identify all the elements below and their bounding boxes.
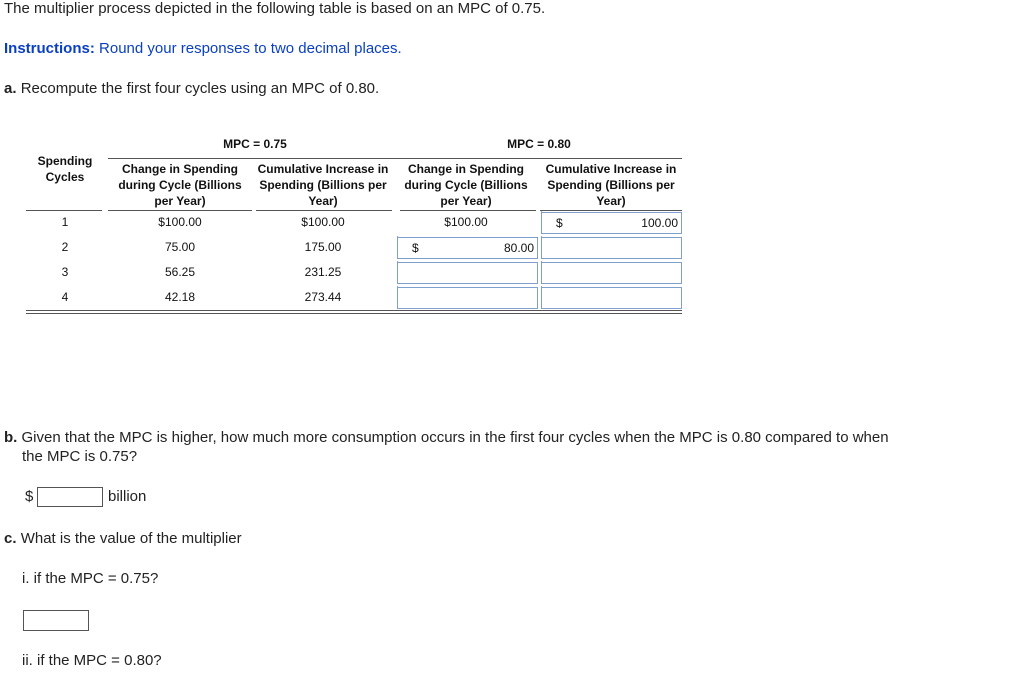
row2-change-080-dollar: $ [412, 241, 419, 255]
table-bottom-rule-1 [26, 310, 682, 311]
row1-cum-080-dollar: $ [556, 216, 563, 230]
row3-cycle: 3 [61, 265, 69, 279]
header-rule-top [108, 158, 682, 159]
part-b-text-line1: Given that the MPC is higher, how much more consumption occurs in the first four cycles when the MPC is 0.80 compared to when [21, 429, 889, 446]
row1-change-080: $100.00 [444, 215, 488, 229]
part-b-answer-input[interactable] [37, 487, 103, 507]
part-c-i-answer-input[interactable] [23, 610, 89, 631]
row2-change-080-input[interactable] [397, 237, 538, 259]
row4-change-080-input[interactable] [397, 287, 538, 309]
row4-cum-075: 273.44 [304, 290, 342, 304]
instructions [4, 40, 402, 57]
header-rule-cum-075 [256, 210, 392, 211]
instructions-label: Instructions: [4, 40, 95, 57]
part-c-letter: c. [4, 530, 17, 547]
part-c-sub-ii: ii. if the MPC = 0.80? [22, 652, 162, 669]
intro-text: The multiplier process depicted in the following table is based on an MPC of 0.75. [4, 0, 546, 17]
row2-change-080-value: 80.00 [503, 241, 534, 255]
row2-change-075: 75.00 [164, 240, 196, 254]
header-rule-change-075 [108, 210, 252, 211]
part-c-text: What is the value of the multiplier [20, 530, 242, 547]
row2-cum-075: 175.00 [304, 240, 342, 254]
row1-change-075: $100.00 [158, 215, 202, 229]
row3-change-080-input[interactable] [397, 262, 538, 284]
row2-cum-080-input[interactable] [541, 237, 682, 259]
part-b-unit: billion [108, 488, 147, 505]
part-b-question [4, 429, 889, 446]
header-rule-change-080 [400, 210, 536, 211]
row3-cum-075: 231.25 [304, 265, 342, 279]
header-rule-cycles [26, 210, 102, 211]
row4-change-075: 42.18 [164, 290, 196, 304]
row3-cum-080-input[interactable] [541, 262, 682, 284]
row2-cycle: 2 [61, 240, 69, 254]
row1-cum-080-value: 100.00 [641, 216, 678, 230]
row1-cycle: 1 [61, 215, 69, 229]
part-c-sub-i: i. if the MPC = 0.75? [22, 570, 159, 587]
row1-cum-080-input[interactable] [541, 212, 682, 234]
col-header-change-075: Change in Spending during Cycle (Billions per Year) [118, 162, 242, 208]
group-header-mpc-080: MPC = 0.80 [507, 137, 571, 151]
part-c-question [4, 530, 242, 547]
part-b-dollar: $ [25, 488, 34, 505]
row4-cycle: 4 [61, 290, 69, 304]
instructions-text: Round your responses to two decimal places. [99, 40, 402, 57]
part-a-question [4, 80, 379, 97]
col-header-change-080: Change in Spending during Cycle (Billions per Year) [404, 162, 528, 208]
header-rule-cum-080 [540, 210, 682, 211]
col-header-cum-075: Cumulative Increase in Spending (Billions per Year) [257, 162, 389, 208]
part-b-text-line2: the MPC is 0.75? [22, 448, 138, 465]
group-header-mpc-075: MPC = 0.75 [223, 137, 287, 151]
col-header-cum-080: Cumulative Increase in Spending (Billions per Year) [545, 162, 677, 208]
part-b-letter: b. [4, 429, 18, 446]
part-a-letter: a. [4, 80, 17, 97]
row3-change-075: 56.25 [164, 265, 196, 279]
row1-cum-075: $100.00 [301, 215, 345, 229]
table-bottom-rule-2 [26, 313, 682, 314]
part-a-text: Recompute the first four cycles using an MPC of 0.80. [20, 80, 380, 97]
row4-cum-080-input[interactable] [541, 287, 682, 309]
col-header-cycles: Spending Cycles [37, 154, 93, 184]
